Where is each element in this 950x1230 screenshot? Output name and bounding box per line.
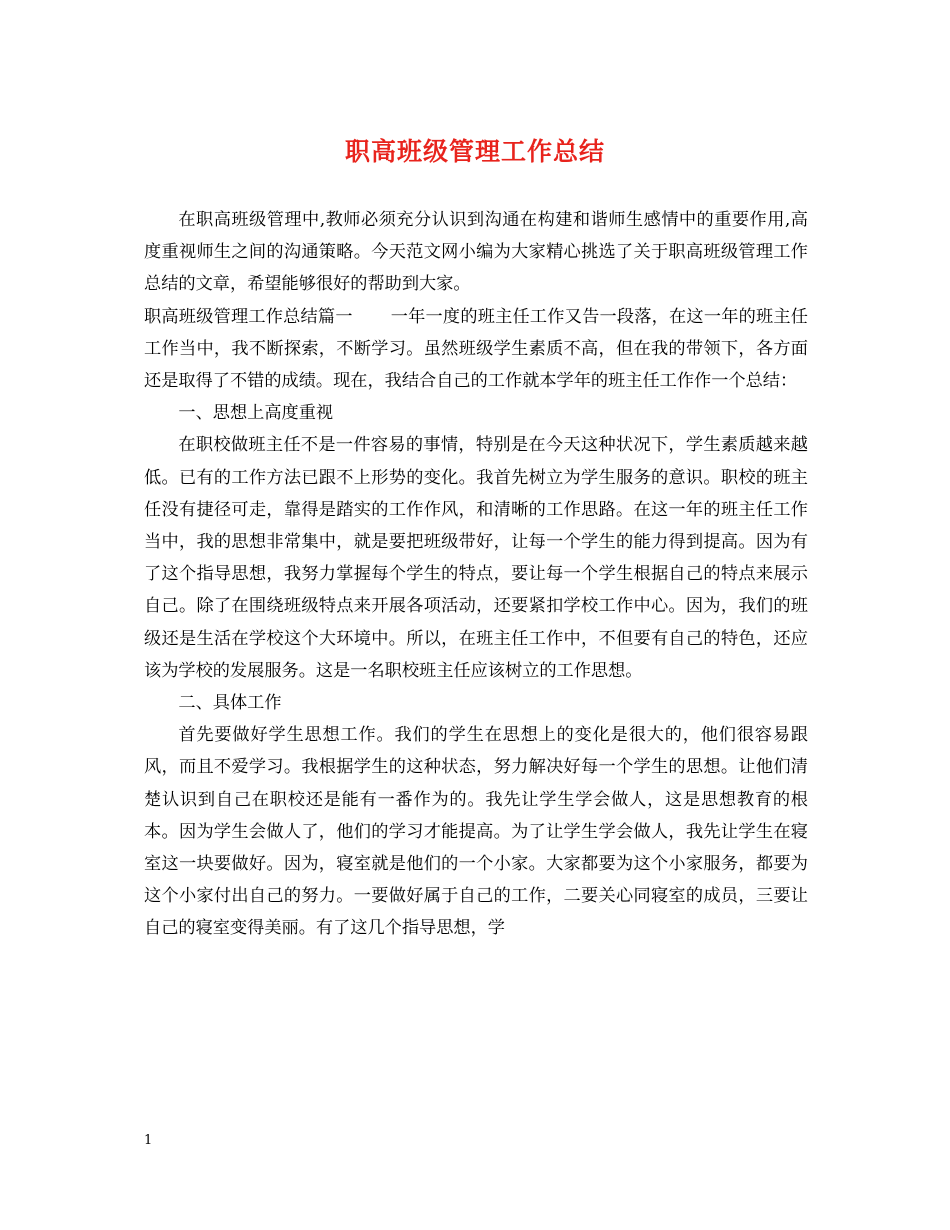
paragraph-thinking: 在职校做班主任不是一件容易的事情，特别是在今天这种状况下，学生素质越来越低。已有的工作方法已跟不上形势的变化。我首先树立为学生服务的意识。职校的班主任没有捷径可走，靠得是踏实的工作作风，和清晰的工作思路。在这一年的班主任工作当中，我的思想非常集中，就是要把班级带好，让每一个学生的能力得到提高。因为有了这个指导思想，我努力掌握每个学生的特点，要让每一个学生根据自己的特点来展示自己。除了在围绕班级特点来开展各项活动，还要紧扣学校工作中心。因为，我们的班级还是生活在学校这个大环境中。所以，在班主任工作中，不但要有自己的特色，还应该为学校的发展服务。这是一名职校班主任应该树立的工作思想。 (144, 435, 808, 681)
paragraph-work: 首先要做好学生思想工作。我们的学生在思想上的变化是很大的，他们很容易跟风，而且不爱学习。我根据学生的这种状态，努力解决好每一个学生的思想。让他们清楚认识到自己在职校还是能有一番作为的。我先让学生学会做人，这是思想教育的根本。因为学生会做人了，他们的学习才能提高。为了让学生学会做人，我先让学生在寝室这一块要做好。因为，寝室就是他们的一个小家。大家都要为这个小家服务，都要为这个小家付出自己的努力。一要做好属于自己的工作，二要关心同寝室的成员，三要让自己的寝室变得美丽。有了这几个指导思想，学 (144, 725, 808, 939)
document-title: 职高班级管理工作总结 (344, 137, 605, 166)
page-number: 1 (144, 1133, 153, 1148)
heading-two: 二、具体工作 (178, 693, 282, 714)
section-label: 职高班级管理工作总结篇一 (144, 306, 353, 327)
intro-paragraph: 在职高班级管理中,教师必须充分认识到沟通在构建和谐师生感情中的重要作用,高度重视师生之间的沟通策略。今天范文网小编为大家精心挑选了关于职高班级管理工作总结的文章，希望能够很好的帮助到大家。 (144, 210, 808, 295)
heading-one: 一、思想上高度重视 (178, 403, 334, 424)
section-paragraph (144, 301, 808, 398)
section-text: 一年一度的班主任工作又告一段落，在这一年的班主任工作当中，我不断探索，不断学习。虽然班级学生素质不高，但在我的带领下，各方面还是取得了不错的成绩。现在，我结合自己的工作就本学年的班主任工作作一个总结： (144, 306, 808, 392)
document-body (144, 204, 808, 945)
